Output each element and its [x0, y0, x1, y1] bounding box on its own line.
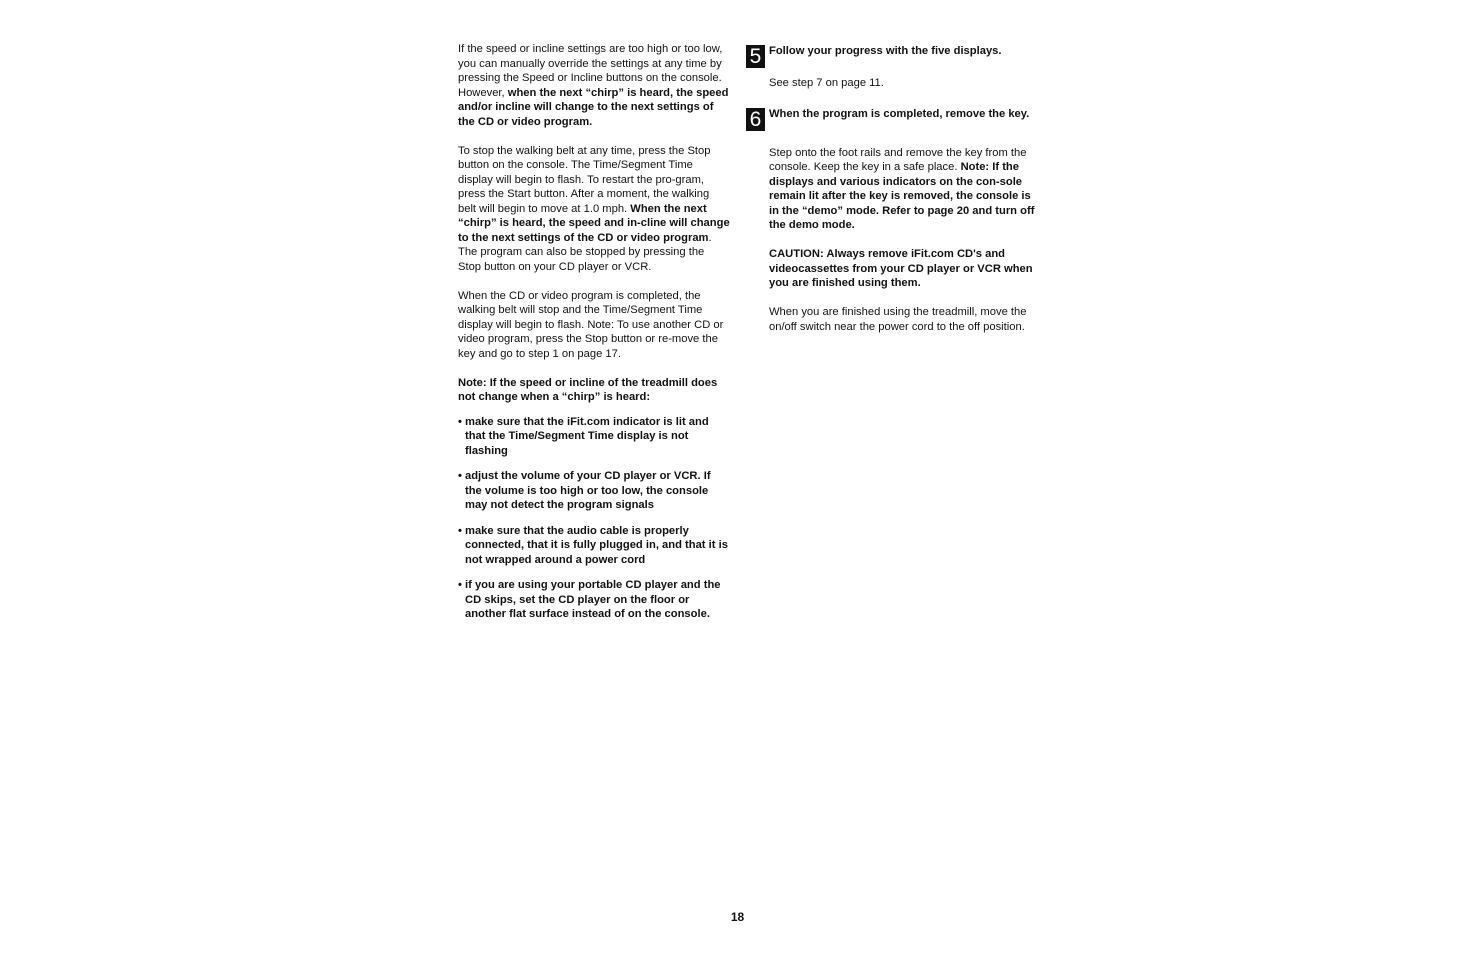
- stop-text: To stop the walking belt at any time, press the Stop button on the console. The Time/Segment Time display will begin to flash. To restart the pro-gram, press the Start button. After a moment, the walking belt will begin to move at 1.0 mph.: [458, 144, 711, 215]
- bullet-item: [458, 578, 730, 622]
- stop-bold-text: When the next “chirp” is heard, the speed and in-cline will change to the next settings of the CD or video program: [458, 202, 730, 244]
- bullet-dot: •: [458, 415, 462, 428]
- bullet-text: make sure that the iFit.com indicator is lit and that the Time/Segment Time display is not flashing: [465, 415, 709, 457]
- bullet-item: [458, 469, 730, 513]
- stop-paragraph: [458, 144, 730, 275]
- bullet-dot: •: [458, 524, 462, 537]
- completed-paragraph: When the CD or video program is completed, the walking belt will stop and the Time/Segment Time display will begin to flash. Note: To use another CD or video program, press the Stop button or re-move the key and go to step 1 on page 17.: [458, 289, 724, 360]
- note-text: Note: If the speed or incline of the treadmill does not change when a “chirp” is heard:: [458, 376, 718, 403]
- bullet-dot: •: [458, 470, 462, 482]
- override-text: If the speed or incline settings are too high or too low, you can manually override the settings at any time by pressing the Speed or Incline buttons on the console. However,: [458, 43, 723, 99]
- bullet-dot: •: [458, 579, 462, 591]
- right-column: [746, 42, 1038, 349]
- bullet-item: [458, 415, 730, 459]
- step-number-6: 6: [746, 108, 765, 131]
- bullet-item: [458, 524, 730, 568]
- step-5-text: See step 7 on page 11.: [769, 77, 884, 89]
- bullet-text: make sure that the audio cable is properly connected, that it is fully plugged in, and that it is not wrapped around a power cord: [465, 524, 728, 566]
- step-6-paragraph: [769, 146, 1038, 233]
- final-paragraph: When you are finished using the treadmill, move the on/off switch near the power cord to the off position.: [769, 306, 1027, 333]
- step-5: [746, 42, 1038, 68]
- stop-text-end: . The program can also be stopped by pressing the Stop button on your CD player or VCR.: [458, 231, 712, 273]
- step-5-title: Follow your progress with the five displays.: [769, 45, 1002, 57]
- step-6-note: Note: If the displays and various indicators on the con-sole remain lit after the key is removed, the console is in the “demo” mode. Refer to page 20 and turn off the demo mode.: [769, 161, 1035, 231]
- caution-paragraph: [769, 247, 1038, 291]
- step-6: [746, 105, 1038, 131]
- override-bold-text: when the next “chirp” is heard, the speed and/or incline will change to the next settings of the CD or video program.: [458, 86, 729, 128]
- note-heading: [458, 376, 730, 405]
- bullet-text: if you are using your portable CD player and the CD skips, set the CD player on the floor or another flat surface instead of on the console.: [465, 579, 721, 620]
- caution-text: CAUTION: Always remove iFit.com CD's and videocassettes from your CD player or VCR when you are finished using them.: [769, 248, 1033, 289]
- override-paragraph: [458, 42, 730, 129]
- step-number-5: 5: [746, 45, 765, 68]
- bullet-text: adjust the volume of your CD player or VCR. If the volume is too high or too low, the console may not detect the program signals: [465, 470, 711, 511]
- step-6-title: When the program is completed, remove the key.: [769, 108, 1030, 120]
- left-column: [458, 42, 730, 633]
- step-6-text: Step onto the foot rails and remove the key from the console. Keep the key in a safe place.: [769, 146, 1027, 173]
- page-number: 18: [730, 910, 745, 924]
